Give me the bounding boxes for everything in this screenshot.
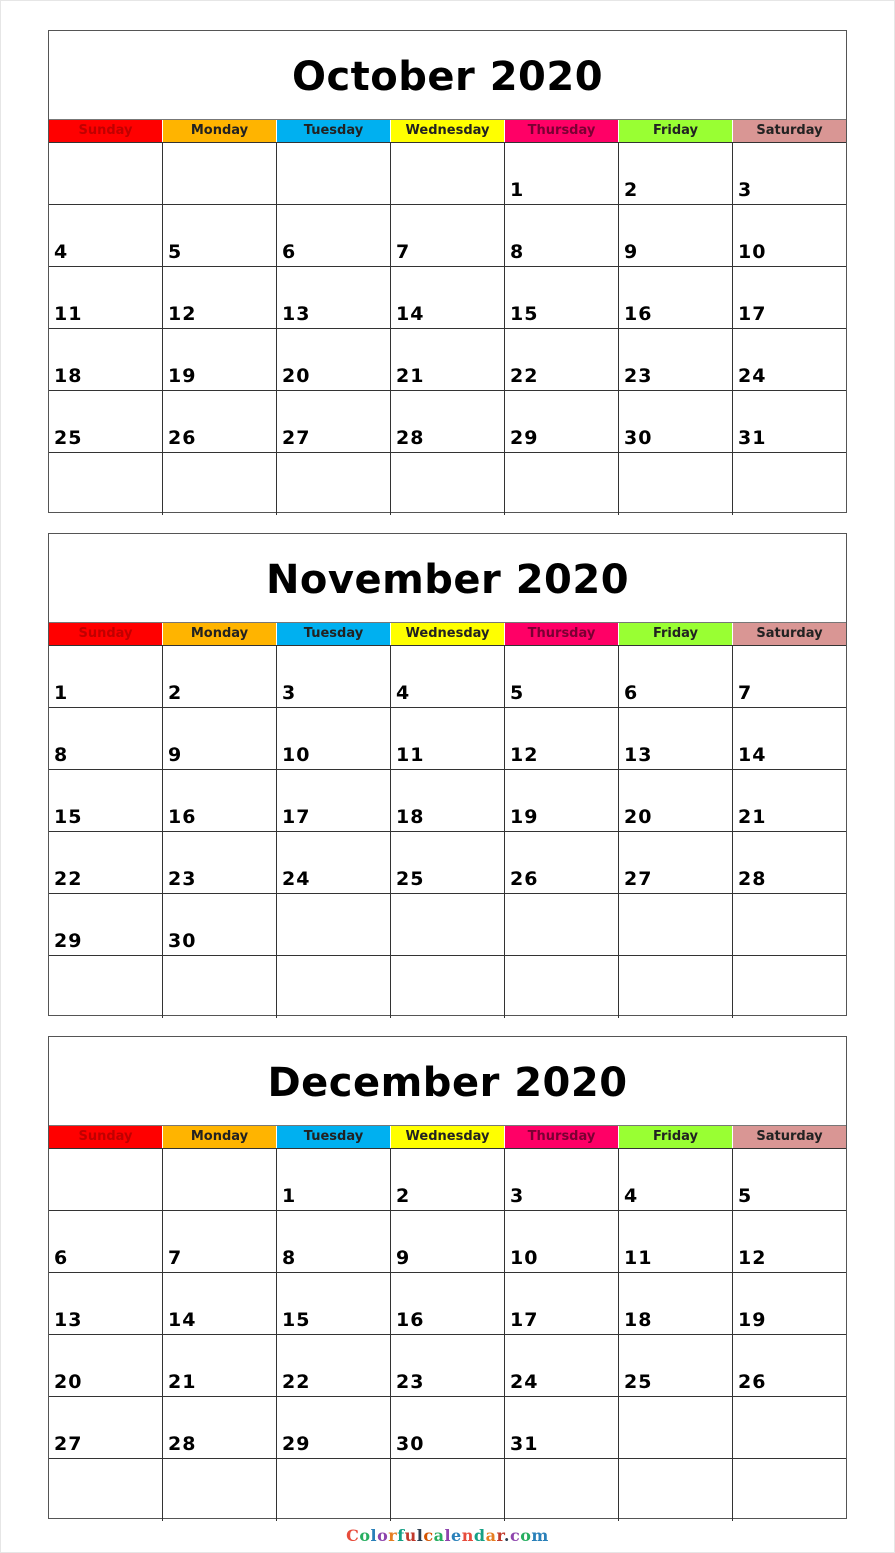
- day-number: 27: [54, 1433, 83, 1455]
- weekday-label: Tuesday: [277, 1126, 391, 1148]
- day-number: 25: [624, 1371, 653, 1393]
- day-number: 8: [54, 744, 69, 766]
- day-cell: [733, 708, 846, 770]
- day-cell: [391, 1397, 505, 1459]
- day-cell: [277, 453, 391, 515]
- day-number: 6: [624, 682, 639, 704]
- weekday-label: Monday: [163, 1126, 277, 1148]
- day-number: 7: [396, 241, 411, 263]
- day-cell: [733, 1211, 846, 1273]
- day-number: 29: [510, 427, 539, 449]
- day-number: 17: [282, 806, 311, 828]
- day-number: 10: [510, 1247, 539, 1269]
- day-cell: [505, 956, 619, 1018]
- day-cell: [163, 1397, 277, 1459]
- day-cell: [277, 708, 391, 770]
- day-cell: [619, 1397, 733, 1459]
- day-number: 29: [282, 1433, 311, 1455]
- day-cell: [733, 267, 846, 329]
- day-grid: [49, 1149, 846, 1521]
- day-number: 27: [624, 868, 653, 890]
- day-cell: [619, 391, 733, 453]
- day-cell: [505, 143, 619, 205]
- day-cell: [391, 205, 505, 267]
- day-cell: [391, 267, 505, 329]
- day-number: 15: [510, 303, 539, 325]
- day-cell: [733, 453, 846, 515]
- day-cell: [163, 894, 277, 956]
- day-cell: [163, 205, 277, 267]
- day-number: 15: [282, 1309, 311, 1331]
- day-number: 19: [510, 806, 539, 828]
- weekday-label: Friday: [619, 120, 733, 142]
- day-cell: [733, 1459, 846, 1521]
- day-cell: [49, 894, 163, 956]
- day-cell: [163, 329, 277, 391]
- weekday-label: Tuesday: [277, 120, 391, 142]
- weekday-label: Monday: [163, 120, 277, 142]
- day-cell: [619, 1211, 733, 1273]
- day-number: 14: [396, 303, 425, 325]
- day-cell: [49, 1273, 163, 1335]
- weekday-header: [49, 623, 846, 646]
- day-cell: [163, 267, 277, 329]
- footer-brand: [0, 1526, 895, 1545]
- day-cell: [49, 956, 163, 1018]
- weekday-label: Wednesday: [391, 120, 505, 142]
- weekday-label: Friday: [619, 623, 733, 645]
- day-number: 15: [54, 806, 83, 828]
- day-cell: [505, 1211, 619, 1273]
- day-cell: [391, 1211, 505, 1273]
- day-number: 26: [510, 868, 539, 890]
- weekday-label: Wednesday: [391, 1126, 505, 1148]
- day-cell: [277, 646, 391, 708]
- day-cell: [277, 770, 391, 832]
- day-cell: [619, 143, 733, 205]
- footer-text: Colorfulcalendar.com: [346, 1526, 549, 1545]
- day-number: 19: [168, 365, 197, 387]
- day-cell: [619, 770, 733, 832]
- day-cell: [163, 956, 277, 1018]
- day-number: 13: [282, 303, 311, 325]
- weekday-label: Thursday: [505, 1126, 619, 1148]
- day-grid: [49, 646, 846, 1018]
- day-number: 13: [624, 744, 653, 766]
- day-number: 1: [282, 1185, 297, 1207]
- day-cell: [163, 1273, 277, 1335]
- weekday-label: Friday: [619, 1126, 733, 1148]
- day-cell: [163, 770, 277, 832]
- weekday-label: Thursday: [505, 120, 619, 142]
- day-number: 20: [282, 365, 311, 387]
- day-number: 18: [624, 1309, 653, 1331]
- month-block: [48, 533, 847, 1016]
- day-cell: [505, 267, 619, 329]
- day-cell: [733, 391, 846, 453]
- day-cell: [277, 391, 391, 453]
- day-number: 19: [738, 1309, 767, 1331]
- day-cell: [505, 1459, 619, 1521]
- day-cell: [733, 1335, 846, 1397]
- day-number: 30: [396, 1433, 425, 1455]
- day-number: 14: [168, 1309, 197, 1331]
- day-cell: [277, 143, 391, 205]
- day-number: 8: [510, 241, 525, 263]
- weekday-label: Sunday: [49, 1126, 163, 1148]
- day-number: 28: [738, 868, 767, 890]
- day-number: 2: [396, 1185, 411, 1207]
- day-cell: [505, 205, 619, 267]
- day-cell: [619, 1335, 733, 1397]
- day-number: 4: [396, 682, 411, 704]
- day-number: 2: [624, 179, 639, 201]
- day-cell: [391, 770, 505, 832]
- day-cell: [391, 143, 505, 205]
- weekday-label: Sunday: [49, 623, 163, 645]
- day-number: 16: [624, 303, 653, 325]
- day-cell: [277, 1459, 391, 1521]
- day-cell: [505, 646, 619, 708]
- day-cell: [391, 453, 505, 515]
- day-number: 23: [396, 1371, 425, 1393]
- day-cell: [619, 956, 733, 1018]
- day-cell: [277, 1273, 391, 1335]
- day-cell: [619, 205, 733, 267]
- day-number: 6: [282, 241, 297, 263]
- day-cell: [733, 143, 846, 205]
- day-number: 25: [54, 427, 83, 449]
- day-number: 31: [510, 1433, 539, 1455]
- day-number: 21: [396, 365, 425, 387]
- weekday-label: Monday: [163, 623, 277, 645]
- day-cell: [163, 391, 277, 453]
- weekday-label: Saturday: [733, 120, 846, 142]
- day-cell: [49, 329, 163, 391]
- day-cell: [733, 1149, 846, 1211]
- day-number: 23: [168, 868, 197, 890]
- day-number: 8: [282, 1247, 297, 1269]
- day-number: 9: [168, 744, 183, 766]
- day-cell: [163, 708, 277, 770]
- day-cell: [505, 1397, 619, 1459]
- day-cell: [619, 1459, 733, 1521]
- day-cell: [49, 453, 163, 515]
- day-cell: [49, 391, 163, 453]
- day-cell: [391, 391, 505, 453]
- day-number: 12: [738, 1247, 767, 1269]
- day-cell: [49, 832, 163, 894]
- day-cell: [163, 1335, 277, 1397]
- day-cell: [49, 1149, 163, 1211]
- day-cell: [505, 894, 619, 956]
- day-cell: [277, 832, 391, 894]
- day-number: 11: [396, 744, 425, 766]
- day-cell: [619, 1149, 733, 1211]
- month-block: [48, 1036, 847, 1519]
- day-number: 23: [624, 365, 653, 387]
- day-number: 24: [510, 1371, 539, 1393]
- day-cell: [163, 1459, 277, 1521]
- day-number: 5: [738, 1185, 753, 1207]
- day-number: 7: [168, 1247, 183, 1269]
- day-cell: [49, 770, 163, 832]
- day-number: 12: [510, 744, 539, 766]
- day-cell: [505, 1273, 619, 1335]
- day-cell: [505, 1335, 619, 1397]
- day-number: 30: [168, 930, 197, 952]
- day-number: 3: [738, 179, 753, 201]
- month-title: December 2020: [49, 1037, 846, 1126]
- day-cell: [505, 1149, 619, 1211]
- day-cell: [619, 708, 733, 770]
- month-title: November 2020: [49, 534, 846, 623]
- weekday-label: Wednesday: [391, 623, 505, 645]
- day-cell: [277, 205, 391, 267]
- day-number: 22: [282, 1371, 311, 1393]
- day-cell: [49, 1459, 163, 1521]
- day-cell: [163, 646, 277, 708]
- day-cell: [277, 1211, 391, 1273]
- day-cell: [49, 708, 163, 770]
- weekday-label: Saturday: [733, 623, 846, 645]
- day-number: 11: [624, 1247, 653, 1269]
- day-cell: [619, 1273, 733, 1335]
- day-number: 26: [738, 1371, 767, 1393]
- day-cell: [733, 646, 846, 708]
- day-cell: [619, 894, 733, 956]
- day-cell: [733, 770, 846, 832]
- day-number: 24: [282, 868, 311, 890]
- day-number: 30: [624, 427, 653, 449]
- day-number: 28: [396, 427, 425, 449]
- day-number: 28: [168, 1433, 197, 1455]
- day-number: 20: [54, 1371, 83, 1393]
- day-number: 7: [738, 682, 753, 704]
- day-cell: [277, 894, 391, 956]
- day-cell: [49, 205, 163, 267]
- weekday-header: [49, 120, 846, 143]
- day-cell: [391, 894, 505, 956]
- day-number: 11: [54, 303, 83, 325]
- day-number: 14: [738, 744, 767, 766]
- day-number: 3: [282, 682, 297, 704]
- day-cell: [277, 1335, 391, 1397]
- month-title: October 2020: [49, 31, 846, 120]
- day-number: 31: [738, 427, 767, 449]
- day-cell: [733, 894, 846, 956]
- day-number: 6: [54, 1247, 69, 1269]
- day-number: 22: [54, 868, 83, 890]
- day-cell: [49, 1335, 163, 1397]
- month-block: [48, 30, 847, 513]
- day-cell: [49, 646, 163, 708]
- day-cell: [505, 453, 619, 515]
- day-cell: [391, 1149, 505, 1211]
- day-cell: [619, 453, 733, 515]
- day-cell: [619, 646, 733, 708]
- weekday-header: [49, 1126, 846, 1149]
- day-number: 21: [168, 1371, 197, 1393]
- day-cell: [163, 143, 277, 205]
- day-number: 17: [738, 303, 767, 325]
- day-cell: [163, 453, 277, 515]
- day-cell: [277, 329, 391, 391]
- day-cell: [505, 391, 619, 453]
- day-cell: [163, 1149, 277, 1211]
- day-cell: [391, 832, 505, 894]
- day-cell: [733, 832, 846, 894]
- day-grid: [49, 143, 846, 515]
- day-number: 1: [54, 682, 69, 704]
- weekday-label: Saturday: [733, 1126, 846, 1148]
- day-cell: [49, 143, 163, 205]
- day-cell: [391, 329, 505, 391]
- day-cell: [505, 770, 619, 832]
- day-number: 5: [168, 241, 183, 263]
- day-number: 3: [510, 1185, 525, 1207]
- day-cell: [733, 1273, 846, 1335]
- day-cell: [619, 267, 733, 329]
- day-cell: [49, 1211, 163, 1273]
- day-cell: [49, 1397, 163, 1459]
- day-cell: [505, 329, 619, 391]
- day-cell: [391, 956, 505, 1018]
- day-cell: [391, 708, 505, 770]
- day-number: 10: [282, 744, 311, 766]
- day-number: 17: [510, 1309, 539, 1331]
- day-cell: [277, 956, 391, 1018]
- day-cell: [49, 267, 163, 329]
- day-number: 4: [624, 1185, 639, 1207]
- day-number: 20: [624, 806, 653, 828]
- weekday-label: Tuesday: [277, 623, 391, 645]
- day-number: 29: [54, 930, 83, 952]
- day-number: 16: [396, 1309, 425, 1331]
- day-number: 9: [396, 1247, 411, 1269]
- day-number: 25: [396, 868, 425, 890]
- day-number: 5: [510, 682, 525, 704]
- day-number: 13: [54, 1309, 83, 1331]
- day-number: 26: [168, 427, 197, 449]
- day-cell: [733, 329, 846, 391]
- weekday-label: Thursday: [505, 623, 619, 645]
- day-number: 4: [54, 241, 69, 263]
- day-cell: [277, 1397, 391, 1459]
- day-cell: [733, 205, 846, 267]
- day-cell: [391, 1273, 505, 1335]
- day-cell: [163, 1211, 277, 1273]
- day-cell: [391, 646, 505, 708]
- day-cell: [505, 832, 619, 894]
- day-number: 9: [624, 241, 639, 263]
- day-cell: [619, 329, 733, 391]
- day-number: 16: [168, 806, 197, 828]
- day-cell: [733, 1397, 846, 1459]
- day-cell: [391, 1459, 505, 1521]
- day-number: 22: [510, 365, 539, 387]
- day-cell: [619, 832, 733, 894]
- day-number: 24: [738, 365, 767, 387]
- day-cell: [277, 1149, 391, 1211]
- day-number: 12: [168, 303, 197, 325]
- day-number: 1: [510, 179, 525, 201]
- day-cell: [163, 832, 277, 894]
- day-number: 10: [738, 241, 767, 263]
- day-cell: [505, 708, 619, 770]
- day-number: 27: [282, 427, 311, 449]
- day-cell: [277, 267, 391, 329]
- weekday-label: Sunday: [49, 120, 163, 142]
- day-cell: [733, 956, 846, 1018]
- day-number: 18: [396, 806, 425, 828]
- day-number: 21: [738, 806, 767, 828]
- day-cell: [391, 1335, 505, 1397]
- day-number: 18: [54, 365, 83, 387]
- day-number: 2: [168, 682, 183, 704]
